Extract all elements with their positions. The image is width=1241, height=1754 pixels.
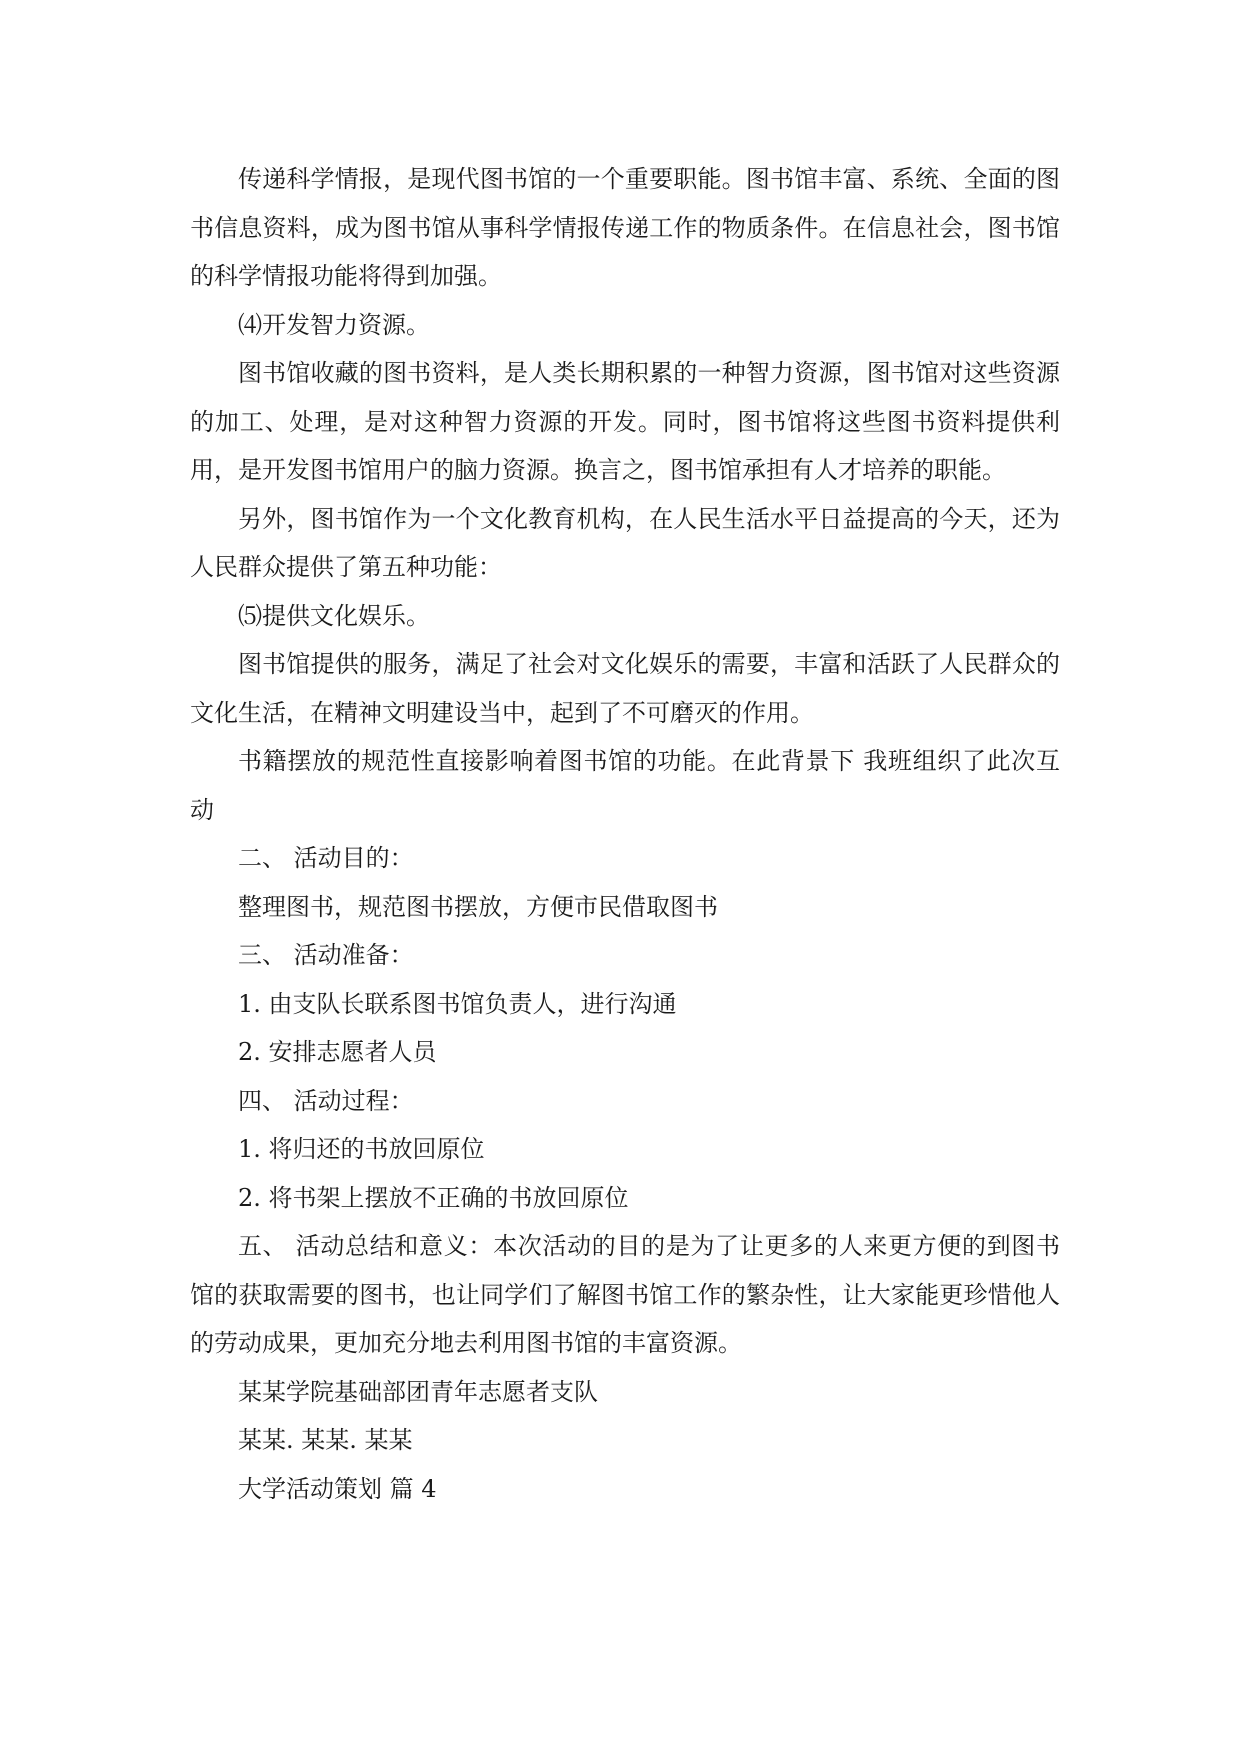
paragraph-fifth-function-intro: 另外，图书馆作为一个文化教育机构，在人民生活水平日益提高的今天，还为人民群众提供了第五种功能： <box>190 504 1060 581</box>
list-item-process-1: 1. 将归还的书放回原位 <box>238 1135 485 1163</box>
list-item-preparation-1: 1. 由支队长联系图书馆负责人，进行沟通 <box>238 989 677 1018</box>
list-item-preparation-2: 2. 安排志愿者人员 <box>238 1038 437 1066</box>
section-heading-purpose: 二、 活动目的： <box>238 844 414 872</box>
signature-names: 某某. 某某. 某某 <box>238 1426 413 1454</box>
item-heading-5: ⑸提供文化娱乐。 <box>238 601 430 630</box>
document-body <box>190 155 1060 1513</box>
paragraph-background: 书籍摆放的规范性直接影响着图书馆的功能。在此背景下 我班组织了此次互动 <box>190 747 1060 824</box>
paragraph-science-info: 传递科学情报，是现代图书馆的一个重要职能。图书馆丰富、系统、全面的图书信息资料，成为图书馆从事科学情报传递工作的物质条件。在信息社会，图书馆的科学情报功能将得到加强。 <box>190 165 1060 290</box>
list-item-process-2: 2. 将书架上摆放不正确的书放回原位 <box>238 1183 629 1212</box>
section-heading-preparation: 三、 活动准备： <box>238 941 414 969</box>
paragraph-culture-entertainment: 图书馆提供的服务，满足了社会对文化娱乐的需要，丰富和活跃了人民群众的文化生活，在精神文明建设当中，起到了不可磨灭的作用。 <box>190 650 1060 727</box>
section-summary: 五、 活动总结和意义：本次活动的目的是为了让更多的人来更方便的到图书馆的获取需要的图书，也让同学们了解图书馆工作的繁杂性，让大家能更珍惜他人的劳动成果，更加充分地去利用图书馆的丰富资源。 <box>190 1232 1060 1357</box>
paragraph-intellectual-resources: 图书馆收藏的图书资料，是人类长期积累的一种智力资源，图书馆对这些资源的加工、处理，是对这种智力资源的开发。同时，图书馆将这些图书资料提供利用，是开发图书馆用户的脑力资源。换言之，图书馆承担有人才培养的职能。 <box>190 359 1060 484</box>
item-heading-4: ⑷开发智力资源。 <box>238 310 430 339</box>
paragraph-purpose: 整理图书，规范图书摆放，方便市民借取图书 <box>238 892 718 921</box>
signature-organization: 某某学院基础部团青年志愿者支队 <box>238 1377 598 1406</box>
section-heading-process: 四、 活动过程： <box>238 1086 414 1115</box>
next-section-title: 大学活动策划 篇 4 <box>238 1474 437 1503</box>
